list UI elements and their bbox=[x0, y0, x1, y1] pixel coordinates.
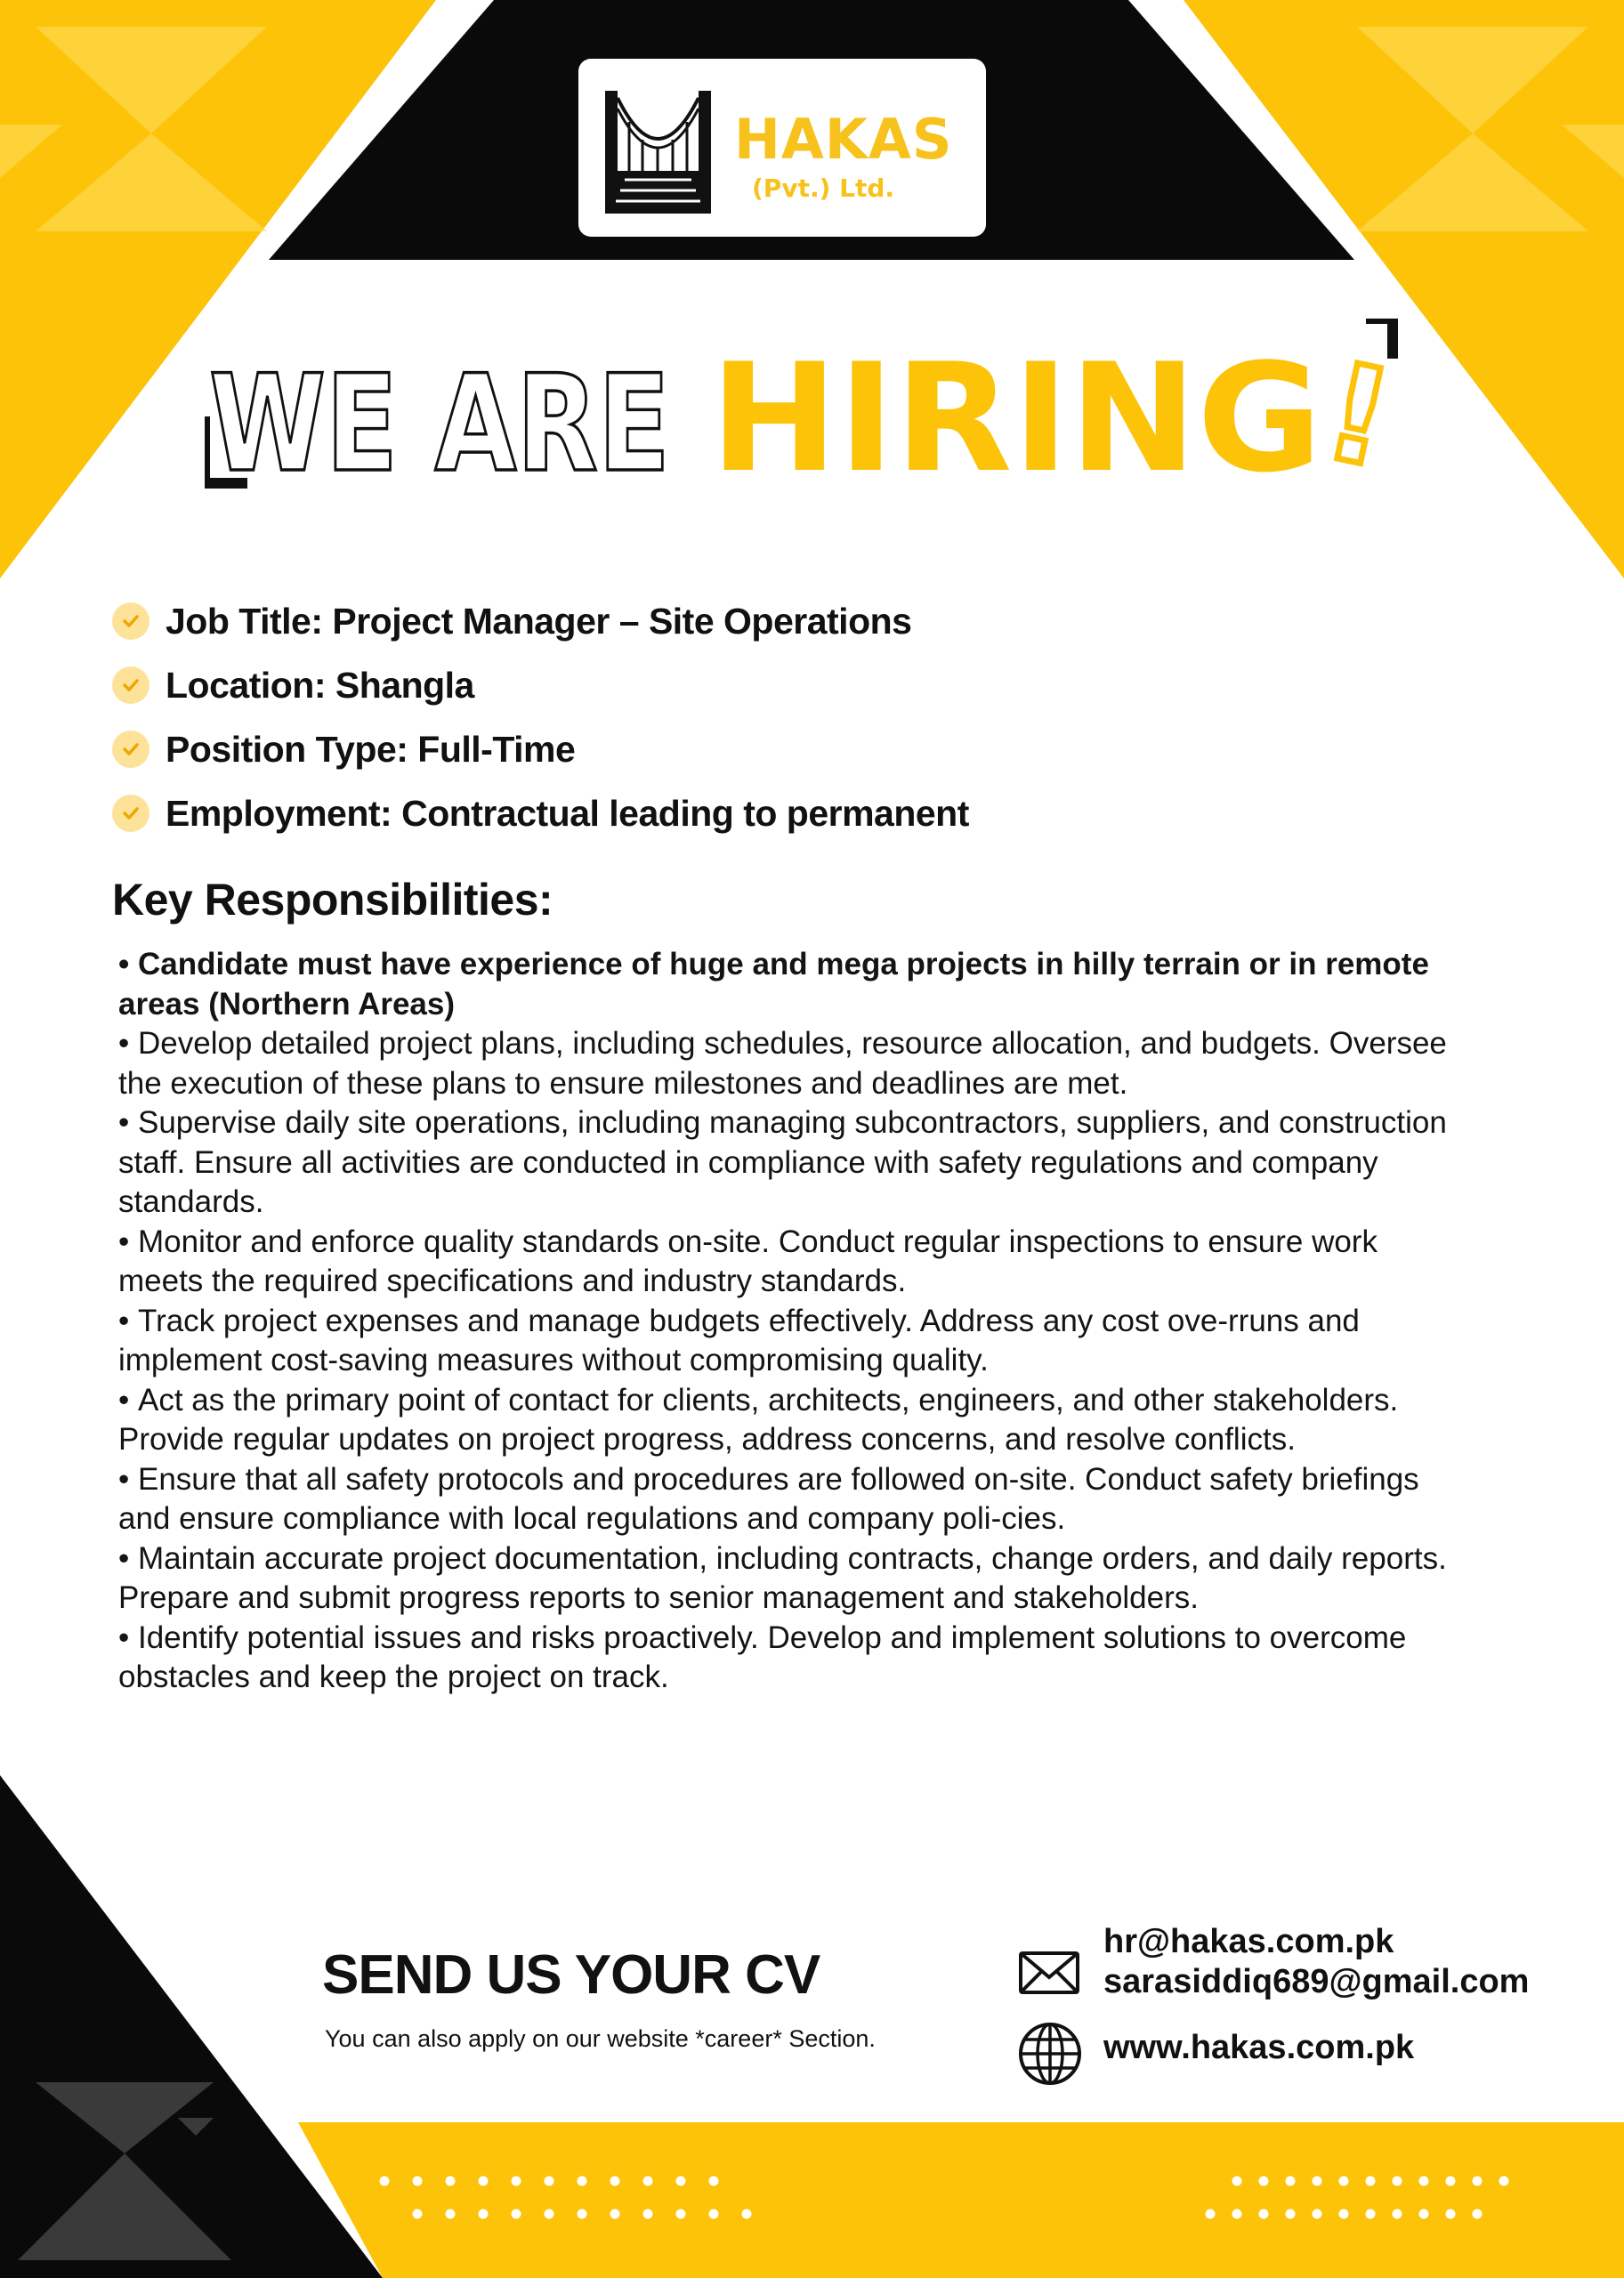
decorative-dot bbox=[1286, 2177, 1296, 2186]
location-text: Location: Shangla bbox=[166, 664, 474, 706]
decorative-dot bbox=[545, 2177, 554, 2186]
decorative-dot bbox=[1259, 2209, 1269, 2219]
check-icon bbox=[112, 602, 149, 640]
decorative-dot bbox=[1339, 2209, 1349, 2219]
hr-email-link[interactable]: hr@hakas.com.pk bbox=[1103, 1923, 1394, 1960]
bottom-yellow-band bbox=[298, 2122, 1624, 2278]
employment-text: Employment: Contractual leading to permanent bbox=[166, 792, 969, 834]
company-logo bbox=[578, 59, 986, 237]
envelope-icon bbox=[1018, 1951, 1080, 1995]
decorative-dot bbox=[1366, 2177, 1376, 2186]
decorative-dot bbox=[512, 2209, 521, 2219]
decorative-dot bbox=[1446, 2209, 1456, 2219]
hiring-headline bbox=[205, 319, 1450, 497]
logo-company-subtitle: (Pvt.) Ltd. bbox=[752, 174, 895, 203]
decorative-dot bbox=[1286, 2209, 1296, 2219]
decorative-dot bbox=[446, 2177, 456, 2186]
responsibilities-heading: Key Responsibilities: bbox=[112, 875, 553, 925]
secondary-email-link[interactable]: sarasiddiq689@gmail.com bbox=[1103, 1963, 1530, 2000]
job-detail-item bbox=[112, 589, 969, 653]
decorative-dot bbox=[1339, 2177, 1349, 2186]
decorative-dot bbox=[479, 2209, 489, 2219]
responsibility-item: • Track project expenses and manage budgets effectively. Address any cost ove-rruns and implement cost-saving measures without compromising quality. bbox=[118, 1302, 1458, 1381]
job-detail-item bbox=[112, 781, 969, 845]
contact-emails bbox=[1103, 1922, 1529, 2002]
decorative-dot bbox=[1366, 2209, 1376, 2219]
decorative-dot bbox=[446, 2209, 456, 2219]
bridge-logo-icon bbox=[598, 82, 718, 215]
decorative-dot bbox=[676, 2209, 686, 2219]
globe-icon bbox=[1018, 2022, 1082, 2086]
decorative-dot bbox=[709, 2209, 719, 2219]
headline-outline-text: WE ARE bbox=[209, 347, 670, 497]
decorative-dot bbox=[1393, 2177, 1402, 2186]
decorative-dot bbox=[1446, 2177, 1456, 2186]
responsibility-item: • Develop detailed project plans, including schedules, resource allocation, and budgets. Oversee the execution of these plans to ensure milestones and deadlines are met. bbox=[118, 1024, 1458, 1103]
decorative-dot bbox=[413, 2209, 423, 2219]
decorative-dot bbox=[1499, 2177, 1509, 2186]
check-icon bbox=[112, 795, 149, 832]
logo-company-name: HAKAS bbox=[734, 107, 953, 172]
decorative-dot bbox=[610, 2177, 620, 2186]
decorative-dot bbox=[1206, 2209, 1216, 2219]
job-detail-item bbox=[112, 717, 969, 781]
responsibility-item: • Maintain accurate project documentation, including contracts, change orders, and daily reports. Prepare and submit progress reports to senior management and stakeholders. bbox=[118, 1539, 1458, 1619]
decorative-dot bbox=[1419, 2209, 1429, 2219]
decorative-dot bbox=[1313, 2177, 1322, 2186]
responsibilities-list bbox=[118, 945, 1458, 1698]
decorative-dot bbox=[413, 2177, 423, 2186]
decorative-dot bbox=[1232, 2209, 1242, 2219]
decorative-dot bbox=[643, 2177, 653, 2186]
apply-website-note: You can also apply on our website *career* Section. bbox=[325, 2025, 876, 2052]
job-details-list bbox=[112, 589, 969, 845]
responsibility-item: • Monitor and enforce quality standards on-site. Conduct regular inspections to ensure work meets the required specifications and industry standards. bbox=[118, 1223, 1458, 1302]
check-icon bbox=[112, 731, 149, 768]
responsibility-item: • Supervise daily site operations, including managing subcontractors, suppliers, and construction staff. Ensure all activities are conducted in compliance with safety regulations and company standards. bbox=[118, 1103, 1458, 1223]
responsibility-item: • Candidate must have experience of huge and mega projects in hilly terrain or in remote areas (Northern Areas) bbox=[118, 945, 1458, 1024]
decorative-dot bbox=[578, 2177, 587, 2186]
responsibility-item: • Act as the primary point of contact for clients, architects, engineers, and other stakeholders. Provide regular updates on project progress, address concerns, and resolve conflicts. bbox=[118, 1381, 1458, 1460]
decorative-dot bbox=[1473, 2209, 1483, 2219]
website-link[interactable]: www.hakas.com.pk bbox=[1103, 2029, 1415, 2066]
decorative-dot bbox=[545, 2209, 554, 2219]
decorative-dot bbox=[1313, 2209, 1322, 2219]
decorative-dot bbox=[578, 2209, 587, 2219]
responsibility-item: • Ensure that all safety protocols and procedures are followed on-site. Conduct safety briefings and ensure compliance with local regulations and company poli-cies. bbox=[118, 1460, 1458, 1539]
responsibility-item: • Identify potential issues and risks proactively. Develop and implement solutions to overcome obstacles and keep the project on track. bbox=[118, 1619, 1458, 1698]
decorative-dot bbox=[610, 2209, 620, 2219]
decorative-dot bbox=[1259, 2177, 1269, 2186]
decorative-dot bbox=[512, 2177, 521, 2186]
position-type-text: Position Type: Full-Time bbox=[166, 728, 576, 770]
headline-exclamation: ! bbox=[1312, 334, 1404, 497]
decorative-dot bbox=[676, 2177, 686, 2186]
decorative-dot bbox=[479, 2177, 489, 2186]
send-cv-heading: SEND US YOUR CV bbox=[322, 1944, 820, 2006]
check-icon bbox=[112, 666, 149, 704]
decorative-dot bbox=[643, 2209, 653, 2219]
decorative-dot bbox=[742, 2209, 752, 2219]
headline-filled-text: HIRING bbox=[710, 331, 1322, 497]
job-title-text: Job Title: Project Manager – Site Operations bbox=[166, 600, 912, 642]
job-detail-item bbox=[112, 653, 969, 717]
decorative-dot bbox=[1393, 2209, 1402, 2219]
decorative-dot bbox=[1419, 2177, 1429, 2186]
decorative-dot bbox=[709, 2177, 719, 2186]
decorative-dot bbox=[1232, 2177, 1242, 2186]
decorative-dot bbox=[380, 2177, 390, 2186]
decorative-dot bbox=[1473, 2177, 1483, 2186]
